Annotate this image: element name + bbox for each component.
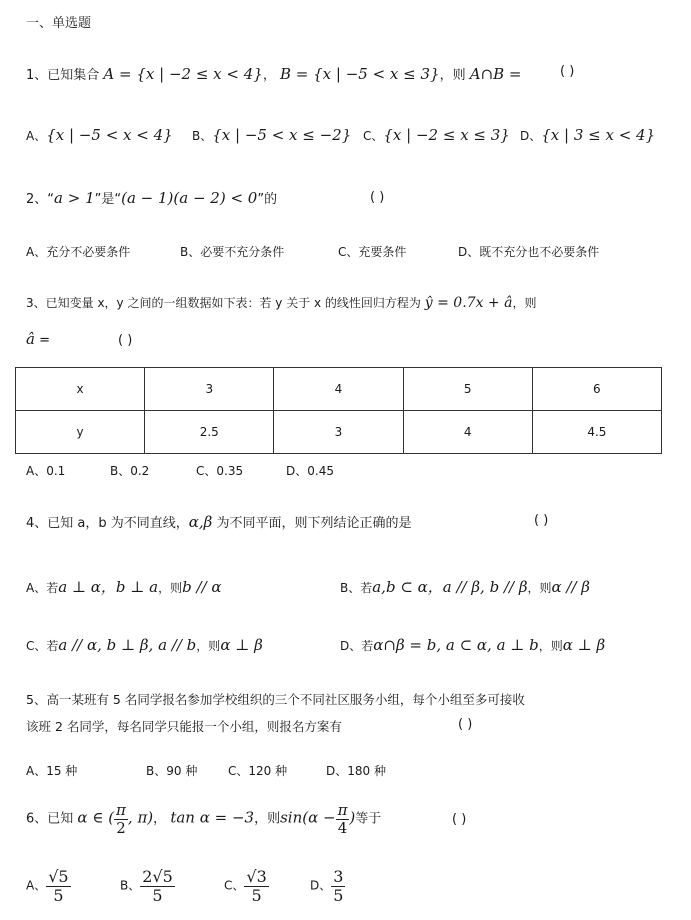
q1-sep: ， [262, 68, 276, 83]
option-value: 充分不必要条件 [46, 245, 131, 259]
option-value: 180 种 [347, 764, 386, 778]
q5-option-d[interactable] [326, 762, 386, 779]
q6-option-d[interactable] [310, 868, 345, 904]
table-cell: 2.5 [145, 411, 274, 454]
option-label: C、 [224, 878, 245, 893]
q1-option-c[interactable] [363, 126, 510, 144]
q6-answer-paren: ( ) [452, 812, 467, 827]
q4-number: 4、已知 a，b 为不同直线， [26, 516, 189, 531]
option-label: C、 [363, 129, 384, 143]
option-then: ，则 [158, 581, 183, 595]
option-value: 必要不充分条件 [200, 245, 285, 259]
option-condition: a // α, b ⊥ β, a // b [58, 636, 197, 654]
option-value: 0.2 [130, 464, 150, 478]
q3-option-c[interactable] [196, 462, 243, 479]
option-label: D、 [520, 129, 542, 143]
q4-answer-paren: ( ) [534, 513, 549, 528]
q4-option-d[interactable] [340, 636, 605, 654]
q2-expression: (a − 1)(a − 2) < 0 [121, 189, 258, 207]
q1-option-b[interactable] [192, 126, 351, 144]
q2-answer-paren: ( ) [370, 190, 385, 205]
q6-sep: ， [153, 811, 167, 827]
option-value: {x | −5 < x ≤ −2} [212, 126, 352, 144]
q6-interval-open: α ∈ ( [77, 808, 115, 827]
q2-number: 2、“ [26, 192, 55, 207]
q1-option-a[interactable] [26, 126, 173, 144]
question-6 [26, 802, 381, 836]
q6-option-c[interactable] [224, 868, 269, 904]
option-label: B、 [180, 245, 201, 259]
q3-option-d[interactable] [286, 462, 334, 479]
option-label: A、 [26, 245, 47, 259]
option-label: C、 [228, 764, 249, 778]
option-value: {x | −5 < x < 4} [46, 126, 173, 144]
option-value: 0.45 [307, 464, 334, 478]
q6-tan: tan α = −3 [170, 808, 255, 827]
q5-line1: 5、高一某班有 5 名同学报名参加学校组织的三个不同社区服务小组，每个小组至多可接收 [26, 692, 525, 707]
option-value: 充要条件 [358, 245, 407, 259]
table-cell: 3 [274, 411, 403, 454]
option-value: 120 种 [248, 764, 288, 778]
fraction-denominator: 5 [251, 885, 262, 905]
q2-mid: ”是“ [94, 192, 122, 207]
question-2 [26, 188, 277, 207]
option-label: C、 [196, 464, 217, 478]
q3-regression-equation: ŷ = 0.7x + â [424, 295, 513, 311]
fraction-denominator: 5 [53, 885, 64, 905]
option-value: 既不充分也不必要条件 [479, 245, 600, 259]
table-row [16, 368, 662, 411]
option-label: A、 [26, 878, 47, 893]
option-value: 90 种 [166, 764, 198, 778]
option-label: D、若 [340, 639, 374, 653]
option-value: 0.1 [46, 464, 66, 478]
q3-intercept: â [26, 330, 35, 348]
option-label: C、 [338, 245, 359, 259]
q2-tail: ”的 [257, 192, 278, 207]
q6-pi-over-2 [114, 802, 128, 836]
q6-interval-close: , π) [127, 808, 154, 827]
q2-option-a[interactable] [26, 243, 130, 260]
q4-option-a[interactable] [26, 576, 222, 597]
option-label: A、若 [26, 581, 59, 595]
option-fraction [46, 868, 70, 904]
option-label: B、若 [340, 581, 373, 595]
option-label: D、 [310, 878, 332, 893]
q1-tail: ，则 [439, 68, 466, 83]
q4-planes: α,β [188, 513, 213, 531]
option-then: ，则 [538, 639, 563, 653]
table-cell: x [16, 368, 145, 411]
q1-number: 1、已知集合 [26, 68, 100, 83]
option-label: D、 [286, 464, 308, 478]
q3-eq-sign: = [34, 333, 50, 348]
q5-line2: 该班 2 名同学，每名同学只能报一个小组，则报名方案有 [26, 719, 342, 734]
option-label: A、 [26, 129, 47, 143]
option-result: α // β [551, 578, 590, 596]
q5-answer-paren: ( ) [458, 717, 473, 732]
q2-option-b[interactable] [180, 243, 284, 260]
q1-option-d[interactable] [520, 126, 655, 144]
table-cell: 3 [145, 368, 274, 411]
q2-condition: a > 1 [54, 189, 95, 207]
fraction-numerator: 3 [333, 867, 344, 886]
option-value: {x | 3 ≤ x < 4} [541, 126, 656, 144]
option-result: α ⊥ β [220, 636, 263, 654]
q6-option-b[interactable] [120, 868, 175, 904]
q6-sin-open: sin(α − [280, 808, 336, 827]
option-value: 0.35 [216, 464, 244, 478]
table-cell: 4.5 [532, 411, 661, 454]
option-condition: a ⊥ α，b ⊥ a [58, 578, 159, 596]
fraction-numerator: π [116, 801, 126, 819]
q6-option-a[interactable] [26, 868, 71, 904]
fraction-numerator: √5 [48, 867, 69, 886]
table-cell: y [16, 411, 145, 454]
q6-pi-over-4 [336, 802, 350, 836]
q4-option-c[interactable] [26, 636, 263, 654]
fraction-numerator: π [337, 801, 348, 819]
fraction-denominator: 2 [116, 818, 126, 837]
table-cell: 4 [403, 411, 532, 454]
q3-tail: ，则 [512, 296, 537, 310]
q3-line2 [26, 330, 50, 348]
q2-option-c[interactable] [338, 243, 406, 260]
fraction-numerator: 2√5 [142, 867, 173, 886]
table-cell: 4 [274, 368, 403, 411]
fraction-numerator: √3 [246, 867, 267, 886]
option-label: D、 [458, 245, 480, 259]
q3-stem: 3、已知变量 x，y 之间的一组数据如下表：若 y 关于 x 的线性回归方程为 [26, 296, 421, 310]
q1-set-a: A = {x | −2 ≤ x < 4} [103, 65, 263, 83]
option-condition: α∩β = b, a ⊂ α, a ⊥ b [373, 636, 539, 654]
option-label: A、 [26, 764, 47, 778]
fraction-denominator: 5 [333, 885, 344, 905]
option-value: 15 种 [46, 764, 78, 778]
q4-option-b[interactable] [340, 576, 590, 597]
question-1 [26, 64, 522, 83]
option-label: C、若 [26, 639, 59, 653]
question-3 [26, 294, 536, 311]
question-4 [26, 512, 412, 531]
table-cell: 6 [532, 368, 661, 411]
option-result: b // α [182, 578, 222, 596]
table-cell: 5 [403, 368, 532, 411]
q1-answer-paren: ( ) [560, 64, 575, 79]
q6-sin-close: ) [349, 808, 356, 827]
table-row [16, 411, 662, 454]
q6-tail: 等于 [355, 811, 382, 827]
option-fraction [331, 868, 345, 904]
option-condition: a,b ⊂ α，a // β, b // β [372, 578, 528, 596]
q5-option-b[interactable] [146, 762, 197, 779]
q1-intersection: A∩B = [469, 65, 522, 83]
option-then: ，则 [527, 581, 552, 595]
option-value: {x | −2 ≤ x ≤ 3} [383, 126, 510, 144]
q6-then: ，则 [254, 811, 281, 827]
option-label: B、 [120, 878, 141, 893]
fraction-denominator: 5 [152, 885, 163, 905]
option-label: A、 [26, 464, 47, 478]
q5-option-c[interactable] [228, 762, 287, 779]
q3-option-a[interactable] [26, 462, 65, 479]
option-label: B、 [110, 464, 131, 478]
q3-option-b[interactable] [110, 462, 149, 479]
option-fraction [244, 868, 268, 904]
option-label: B、 [192, 129, 213, 143]
q6-number: 6、已知 [26, 811, 74, 827]
q5-option-a[interactable] [26, 762, 77, 779]
q3-answer-paren: ( ) [118, 333, 133, 348]
q2-option-d[interactable] [458, 243, 599, 260]
section-title: 一、单选题 [26, 16, 92, 31]
q4-tail: 为不同平面，则下列结论正确的是 [216, 516, 412, 531]
fraction-denominator: 4 [337, 818, 348, 837]
option-label: B、 [146, 764, 167, 778]
q1-set-b: B = {x | −5 < x ≤ 3} [279, 65, 440, 83]
option-result: α ⊥ β [562, 636, 606, 654]
option-then: ，则 [196, 639, 221, 653]
option-fraction [140, 868, 175, 904]
q3-data-table [15, 367, 662, 454]
option-label: D、 [326, 764, 348, 778]
